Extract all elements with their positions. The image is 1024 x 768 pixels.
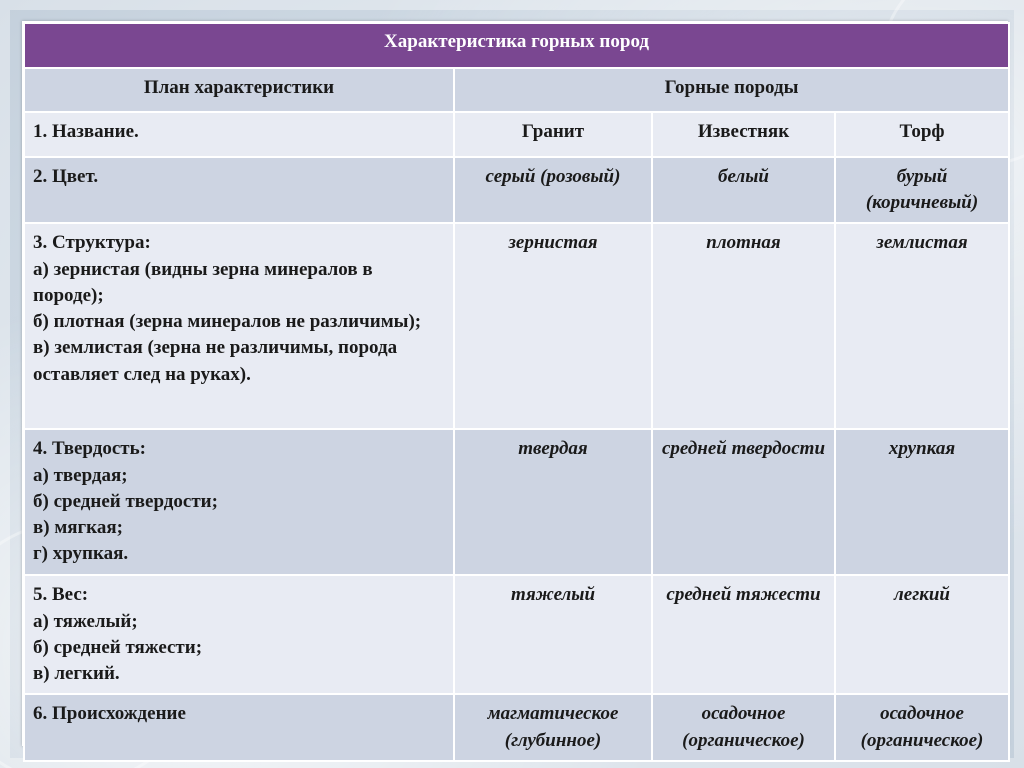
table-row (24, 223, 1009, 429)
table-row (24, 157, 1009, 223)
row-label-line: б) средней тяжести; (33, 636, 203, 658)
table-cell: белый (652, 157, 835, 223)
row-label-line: 6. Происхождение (33, 703, 186, 725)
row-label-line: в) легкий. (33, 663, 120, 685)
row-label-line: 5. Вес: (33, 584, 89, 606)
table-cell: средней твердости (652, 429, 835, 575)
row-label-line: 2. Цвет. (33, 166, 99, 187)
row-label-line: 4. Твердость: (33, 438, 146, 460)
table-cell: осадочное (органическое) (835, 694, 1009, 760)
row-label (24, 429, 454, 575)
table-cell: тяжелый (454, 575, 652, 694)
row-label (24, 575, 454, 694)
table-row (24, 694, 1009, 760)
row-label-line: 1. Название. (33, 121, 139, 142)
table-cell: землистая (835, 223, 1009, 429)
table-cell: легкий (835, 575, 1009, 694)
row-label-line: 3. Структура: (33, 232, 151, 254)
rock-name-peat: Торф (835, 112, 1009, 157)
table-row (24, 429, 1009, 575)
table-row (24, 575, 1009, 694)
table-row (24, 112, 1009, 157)
row-label-line: в) землистая (зерна не различимы, порода оставляет след на руках). (33, 337, 398, 385)
row-label-line: а) твердая; (33, 464, 128, 486)
row-label-line: а) зернистая (видны зерна минералов в породе); (33, 258, 373, 306)
rock-characteristics-table (23, 22, 1010, 762)
table-cell: хрупкая (835, 429, 1009, 575)
table-cell: зернистая (454, 223, 652, 429)
table-panel (22, 21, 1008, 751)
table-cell: бурый (коричневый) (835, 157, 1009, 223)
row-label-line: г) хрупкая. (33, 543, 129, 565)
table-title: Характеристика горных пород (24, 23, 1009, 68)
row-label-line: б) средней твердости; (33, 490, 218, 512)
row-label (24, 694, 454, 760)
table-cell: осадочное (органическое) (652, 694, 835, 760)
header-plan: План характеристики (24, 68, 454, 112)
table-cell: плотная (652, 223, 835, 429)
row-label-line: а) тяжелый; (33, 610, 138, 632)
table-cell: средней тяжести (652, 575, 835, 694)
row-label-line: в) мягкая; (33, 517, 123, 539)
row-label (24, 223, 454, 429)
table-cell: серый (розовый) (454, 157, 652, 223)
table-cell: твердая (454, 429, 652, 575)
table-cell: магматическое (глубинное) (454, 694, 652, 760)
rock-name-granite: Гранит (454, 112, 652, 157)
row-label (24, 112, 454, 157)
row-label (24, 157, 454, 223)
row-label-line: б) плотная (зерна минералов не различимы); (33, 311, 422, 333)
rock-name-limestone: Известняк (652, 112, 835, 157)
header-rocks: Горные породы (454, 68, 1009, 112)
